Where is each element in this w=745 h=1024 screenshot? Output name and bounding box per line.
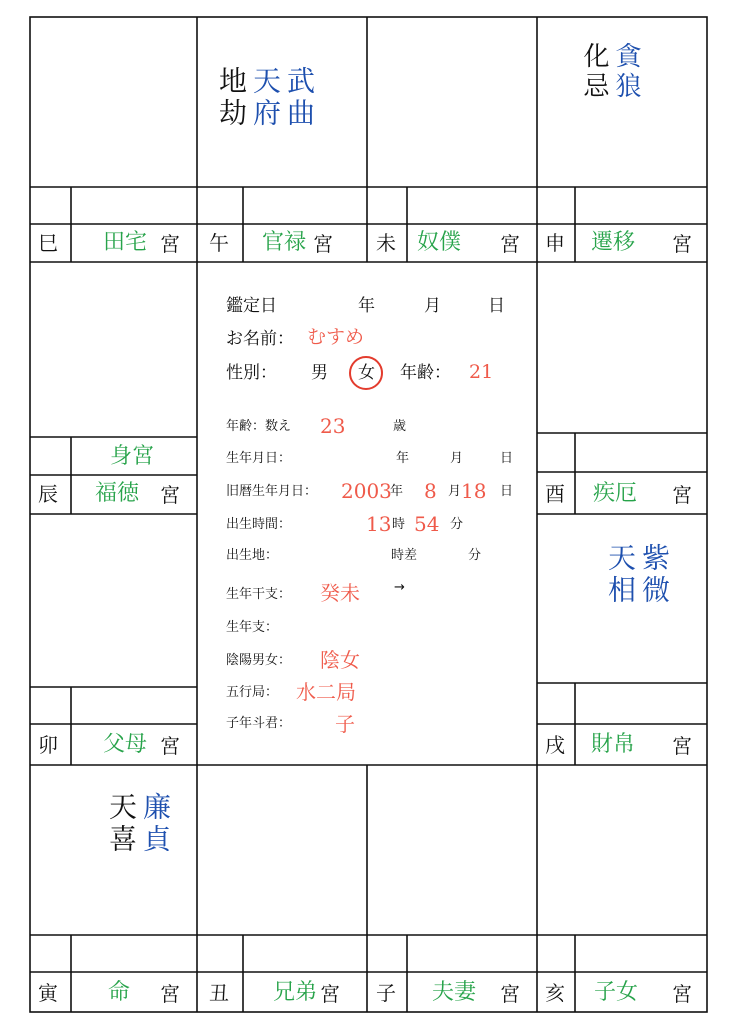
kazoe-value: 23 (320, 414, 346, 438)
appraisal-month-unit: 月 (424, 296, 441, 316)
palace-chen: 福徳 (95, 481, 140, 506)
branch-yin: 寅 (38, 981, 58, 1005)
stars-shen (581, 42, 639, 102)
gong-you: 宮 (672, 483, 692, 507)
star-shibi: 紫微 (638, 543, 671, 607)
gong-yin: 宮 (160, 982, 180, 1006)
gong-xu: 宮 (672, 734, 692, 758)
birth-month-unit: 月 (450, 451, 464, 466)
gong-shen: 宮 (672, 232, 692, 256)
kanshi-arrow: → (394, 580, 405, 595)
birth-label: 生年月日： (226, 451, 292, 466)
stars-you (604, 543, 671, 607)
branch-you: 酉 (545, 482, 565, 506)
appraisal-day-unit: 日 (488, 296, 505, 316)
star-tianfu: 天府 (249, 66, 282, 130)
toukun-label: 子年斗君： (226, 716, 292, 731)
jisa-label: 時差 (391, 548, 418, 563)
branch-mao: 卯 (38, 733, 58, 757)
name-label: お名前： (226, 329, 294, 349)
birth-year-unit: 年 (396, 451, 410, 466)
kazoe-label: 年齢：数え (226, 419, 292, 434)
toukun-value: 子 (335, 712, 355, 736)
branch-chen: 辰 (38, 482, 58, 506)
yinyang-label: 陰陽男女： (226, 653, 292, 668)
palace-xu: 財帛 (591, 732, 636, 757)
lunar-year: 2003 (341, 479, 392, 503)
palace-si: 田宅 (103, 230, 148, 255)
yinyang-value: 陰女 (320, 648, 360, 672)
gong-chou: 宮 (320, 982, 340, 1006)
branch-shen: 申 (545, 231, 565, 255)
branch-hai: 亥 (545, 981, 565, 1005)
name-value: むすめ (307, 326, 365, 348)
palace-shen: 遷移 (591, 230, 636, 255)
gender-label: 性別： (226, 363, 277, 383)
star-donro: 貪狼 (611, 42, 641, 102)
gogyo-value: 水二局 (296, 680, 356, 704)
palace-chou: 兄弟 (273, 980, 318, 1005)
palace-shin-extra: 身宮 (110, 444, 155, 469)
gong-si: 宮 (160, 232, 180, 256)
lunar-month: 8 (424, 479, 437, 503)
palace-zi: 夫妻 (432, 980, 477, 1005)
star-tenki: 天喜 (105, 792, 138, 856)
stars-wu (215, 66, 316, 130)
star-wuqu: 武曲 (283, 66, 316, 130)
gong-hai: 宮 (672, 982, 692, 1006)
branch-xu: 戌 (545, 733, 565, 757)
branch-wu: 午 (209, 231, 229, 255)
star-kaki: 化忌 (579, 42, 609, 102)
palace-wu: 官禄 (262, 230, 307, 255)
palace-wei: 奴僕 (417, 230, 462, 255)
branch-chou: 丑 (209, 981, 229, 1005)
min-unit: 分 (450, 517, 464, 532)
palace-yin: 命 (108, 980, 131, 1005)
gogyo-label: 五行局： (226, 685, 279, 700)
lunar-year-unit: 年 (390, 484, 404, 499)
branch-si: 巳 (38, 231, 58, 255)
time-label: 出生時間： (226, 517, 292, 532)
gong-zi: 宮 (500, 982, 520, 1006)
branch-zi: 子 (376, 981, 396, 1005)
hour-unit: 時 (392, 517, 406, 532)
age-label: 年齢： (400, 363, 451, 383)
time-hour: 13 (366, 512, 392, 536)
gender-male: 男 (311, 363, 328, 383)
jisa-unit: 分 (468, 548, 482, 563)
palace-you: 疾厄 (593, 481, 638, 506)
appraisal-year-unit: 年 (358, 296, 375, 316)
star-tenso: 天相 (604, 543, 637, 607)
gong-wu: 宮 (313, 232, 333, 256)
appraisal-label: 鑑定日 (226, 296, 277, 316)
kanshi-label: 生年干支： (226, 587, 292, 602)
star-dikou: 地劫 (215, 66, 248, 130)
palace-mao: 父母 (103, 732, 148, 757)
stars-yin (105, 792, 172, 856)
lunar-day: 18 (461, 479, 487, 503)
kazoe-unit: 歳 (393, 419, 407, 434)
shi-label: 生年支： (226, 620, 279, 635)
gong-wei: 宮 (500, 232, 520, 256)
gong-mao: 宮 (160, 734, 180, 758)
lunar-month-unit: 月 (448, 484, 462, 499)
age-value: 21 (469, 361, 494, 383)
lunar-day-unit: 日 (500, 484, 514, 499)
gong-chen: 宮 (160, 483, 180, 507)
kanshi-value: 癸未 (320, 581, 360, 605)
time-min: 54 (414, 512, 440, 536)
lunar-label: 旧暦生年月日： (226, 484, 318, 499)
star-rentei: 廉貞 (139, 792, 172, 856)
gender-female: 女 (358, 363, 375, 383)
birth-day-unit: 日 (500, 451, 514, 466)
branch-wei: 未 (376, 231, 396, 255)
place-label: 出生地： (226, 548, 279, 563)
palace-hai: 子女 (594, 980, 639, 1005)
